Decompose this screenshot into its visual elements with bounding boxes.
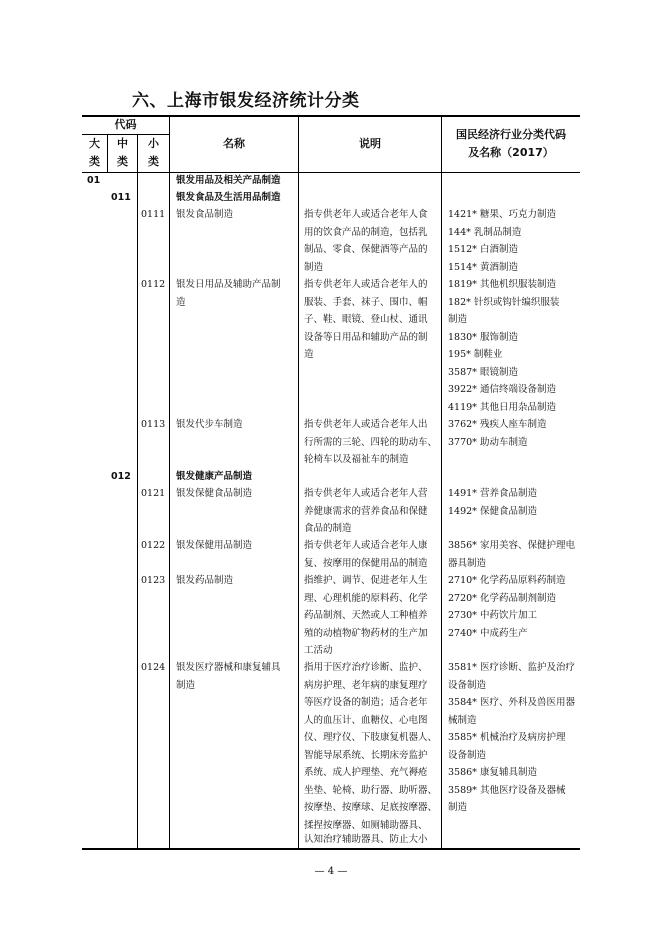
industry-line: 3586* 康复辅具制造 <box>448 767 537 778</box>
industry-line: 设备制造 <box>448 679 487 691</box>
desc-line: 等医疗设备的制造；适合老年 <box>304 697 428 708</box>
industry-line: 3856* 家用美容、保健护理电 <box>448 540 575 551</box>
header-code: 代码 <box>114 118 137 131</box>
industry-line: 3585* 机械治疗及病房护理 <box>448 732 566 743</box>
header-name: 名称 <box>223 137 245 150</box>
col-divider-industry <box>441 116 442 849</box>
header-minor-1: 小 <box>148 137 159 150</box>
item-name: 银发医疗器械和康复辅具 <box>176 662 281 673</box>
desc-line: 制品、零食、保健酒等产品的 <box>304 244 428 255</box>
industry-line: 制造 <box>448 314 468 325</box>
header-industry-1: 国民经济行业分类代码 <box>456 128 566 141</box>
col-divider-minor <box>137 134 138 849</box>
industry-line: 2740* 中成药生产 <box>448 627 528 639</box>
item-name: 银发日用品及辅助产品制 <box>176 279 281 290</box>
desc-line: 养健康需求的营养食品和保健 <box>304 505 428 517</box>
item-name: 制造 <box>176 679 196 691</box>
code-minor: 0124 <box>141 662 166 673</box>
item-name: 银发食品制造 <box>176 209 234 220</box>
desc-line: 揉捏按摩器、如厕辅助器具、 <box>304 819 428 831</box>
code-minor: 0113 <box>141 419 166 430</box>
desc-line: 人的血压计、血糖仪、心电图 <box>304 714 428 726</box>
item-name: 造 <box>176 296 186 308</box>
industry-line: 3584* 医疗、外科及兽医用器 <box>448 697 575 708</box>
industry-line: 2730* 中药饮片加工 <box>448 610 537 621</box>
industry-line: 3762* 残疾人座车制造 <box>448 419 547 430</box>
code-minor: 0121 <box>141 488 166 499</box>
header-industry <box>442 126 580 162</box>
item-name: 银发药品制造 <box>176 575 234 586</box>
item-name: 银发保健用品制造 <box>176 540 253 551</box>
desc-line: 用的饮食产品的制造，包括乳 <box>304 226 428 238</box>
industry-line: 械制造 <box>448 714 477 726</box>
desc-line: 指专供老年人或适合老年人的 <box>304 279 428 290</box>
industry-line: 1819* 其他机织服装制造 <box>448 279 556 290</box>
item-name: 银发保健食品制造 <box>176 488 253 499</box>
industry-line: 2710* 化学药品原料药制造 <box>448 575 566 586</box>
header-desc: 说明 <box>359 137 381 150</box>
header-medium-2: 类 <box>117 155 128 168</box>
desc-line: 殖的动植物矿物药材的生产加 <box>304 627 428 639</box>
desc-line: 坐垫、轮椅、助行器、助听器、 <box>304 784 438 796</box>
desc-line: 服装、手套、袜子、围巾、帽 <box>304 296 428 308</box>
code-minor: 0122 <box>141 540 166 551</box>
industry-line: 3589* 其他医疗设备及器械 <box>448 784 566 796</box>
code-minor: 0111 <box>141 209 166 220</box>
industry-line: 1492* 保健食品制造 <box>448 505 537 517</box>
code-medium: 011 <box>111 192 131 203</box>
header-minor-2: 类 <box>148 155 159 168</box>
item-name: 银发用品及相关产品制造 <box>176 175 281 186</box>
item-name: 银发食品及生活用品制造 <box>176 192 281 203</box>
header-major-1: 大 <box>89 137 100 150</box>
desc-line: 子、鞋、眼镜、登山杖、通讯 <box>304 314 428 325</box>
industry-line: 1512* 白酒制造 <box>448 244 518 255</box>
industry-line: 3581* 医疗诊断、监护及治疗 <box>448 662 575 673</box>
desc-line: 智能导尿系统、长期床旁监护 <box>304 749 428 761</box>
industry-line: 3587* 眼镜制造 <box>448 366 518 378</box>
desc-line: 指专供老年人或适合老年人康 <box>304 540 428 551</box>
page-number: — 4 — <box>314 866 348 877</box>
desc-line: 指专供老年人或适合老年人出 <box>304 419 428 430</box>
desc-line: 复、按摩用的保健用品的制造 <box>304 557 428 569</box>
desc-line: 病房护理、老年病的康复理疗 <box>304 679 428 691</box>
desc-line: 药品制剂、天然或人工种植养 <box>304 610 428 621</box>
item-name: 银发健康产品制造 <box>176 471 253 482</box>
header-industry-2: 及名称（2017） <box>468 146 554 159</box>
code-minor: 0112 <box>141 279 166 290</box>
desc-line: 理、心理机能的原料药、化学 <box>304 592 428 604</box>
header-bottom-line <box>82 172 580 173</box>
code-minor: 0123 <box>141 575 166 586</box>
header-medium <box>108 135 137 171</box>
desc-line: 认知治疗辅助器具、防止大小 <box>304 834 428 845</box>
code-major: 01 <box>87 175 101 186</box>
col-divider-desc <box>298 116 299 849</box>
desc-line: 指维护、调节、促进老年人生 <box>304 575 428 586</box>
industry-line: 4119* 其他日用杂品制造 <box>448 401 556 413</box>
industry-line: 1421* 糖果、巧克力制造 <box>448 209 556 220</box>
desc-line: 指专供老年人或适合老年人食 <box>304 209 428 220</box>
desc-line: 按摩垫、按摩球、足底按摩器、 <box>304 802 438 813</box>
industry-line: 3770* 助动车制造 <box>448 436 528 448</box>
industry-line: 195* 制鞋业 <box>448 349 503 360</box>
desc-line: 指用于医疗治疗诊断、监护、 <box>304 662 428 673</box>
industry-line: 1830* 服饰制造 <box>448 331 518 343</box>
col-divider-name <box>169 116 170 849</box>
desc-line: 食品的制造 <box>304 523 352 534</box>
desc-line: 仪、理疗仪、下肢康复机器人、 <box>304 732 438 743</box>
industry-line: 2720* 化学药品制剂制造 <box>448 592 556 604</box>
industry-line: 1491* 营养食品制造 <box>448 488 537 499</box>
industry-line: 3922* 通信终端设备制造 <box>448 384 556 395</box>
page-title: 六、上海市银发经济统计分类 <box>132 91 360 111</box>
desc-line: 系统、成人护理垫、充气褥疮 <box>304 767 428 778</box>
industry-line: 182* 针织或钩针编织服装 <box>448 296 560 308</box>
industry-line: 制造 <box>448 802 468 813</box>
desc-line: 造 <box>304 349 314 360</box>
header-medium-1: 中 <box>117 137 128 150</box>
desc-line: 设备等日用品和辅助产品的制 <box>304 331 428 343</box>
industry-line: 器具制造 <box>448 557 487 569</box>
item-name: 银发代步车制造 <box>176 419 243 430</box>
desc-line: 工活动 <box>304 645 333 656</box>
desc-line: 制造 <box>304 261 324 273</box>
industry-line: 设备制造 <box>448 749 487 761</box>
code-medium: 012 <box>111 471 131 482</box>
desc-line: 指专供老年人或适合老年人营 <box>304 488 428 499</box>
header-major-2: 类 <box>89 155 100 168</box>
desc-line: 轮椅车以及福祉车的制造 <box>304 454 409 465</box>
header-minor <box>138 135 169 171</box>
industry-line: 144* 乳制品制造 <box>448 226 522 238</box>
desc-line: 行所需的三轮、四轮的助动车、 <box>304 436 438 448</box>
industry-line: 1514* 黄酒制造 <box>448 261 518 273</box>
header-major <box>82 135 107 171</box>
